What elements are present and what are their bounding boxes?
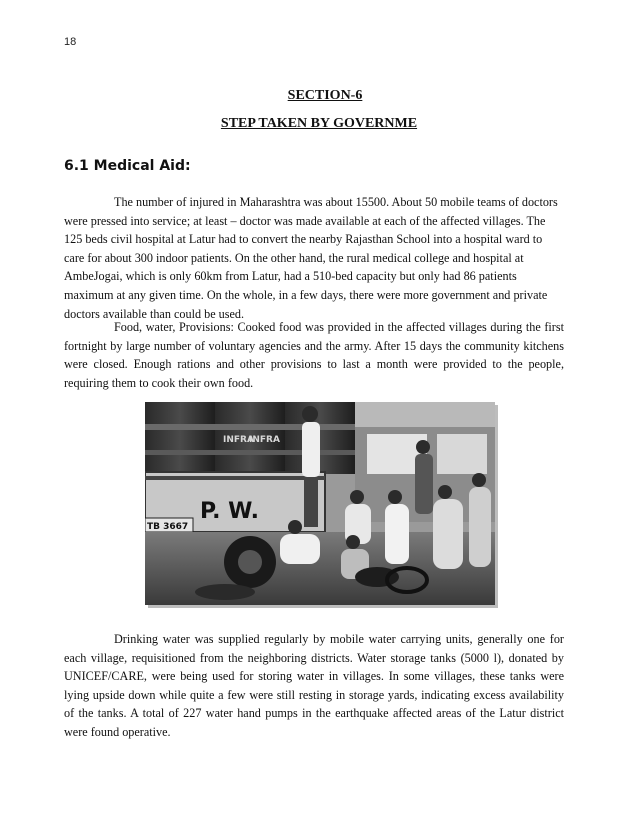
paragraph-drinking-water: Drinking water was supplied regularly by mobile water carrying units, generally one for each village, requisitioned from the neighboring districts. Water storage tanks (5000 l), donated by UNICEF/CARE, were being used for storing water in villages. In some villages, these tanks were lying upside down while quite a few were still resting in storage yards, indicating excess availability of the tanks. A total of 227 water hand pumps in the earthquake affected areas of the Latur district were found operative. bbox=[64, 632, 564, 739]
page-number: 18 bbox=[64, 36, 77, 48]
tank-label-1: INFRA bbox=[223, 435, 254, 445]
tank-label-2: INFRA bbox=[249, 435, 280, 445]
section-title: SECTION-6 bbox=[287, 88, 363, 103]
water-distribution-photo bbox=[145, 402, 495, 605]
subsection-heading: 6.1 Medical Aid: bbox=[64, 158, 191, 174]
truck-marking: P. W. bbox=[200, 499, 259, 524]
paragraph-food-water: Food, water, Provisions: Cooked food was provided in the affected villages during the first fortnight by large number of voluntary agencies and the army. After 15 days the community kitchens were closed. Enough rations and other provisions to last a month were provided to the people, requiring them to cook their own food. bbox=[64, 320, 564, 390]
paragraph-medical-aid: The number of injured in Maharashtra was about 15500. About 50 mobile teams of doctors were pressed into service; at least – doctor was made available at each of the affected villages. The 125 beds civil hospital at Latur had to convert the nearby Rajasthan School into a hospital ward to care for about 300 indoor patients. On the other hand, the rural medical college and hospital at AmbeJogai, which is only 60km from Latur, had a 510-bed capacity but only had 86 patients maximum at any given time. On the whole, in a few days, there were more government and private doctors available than could be used. bbox=[64, 195, 558, 321]
truck-plate: TB 3667 bbox=[147, 522, 189, 532]
section-subtitle: STEP TAKEN BY GOVERNME bbox=[220, 116, 418, 131]
